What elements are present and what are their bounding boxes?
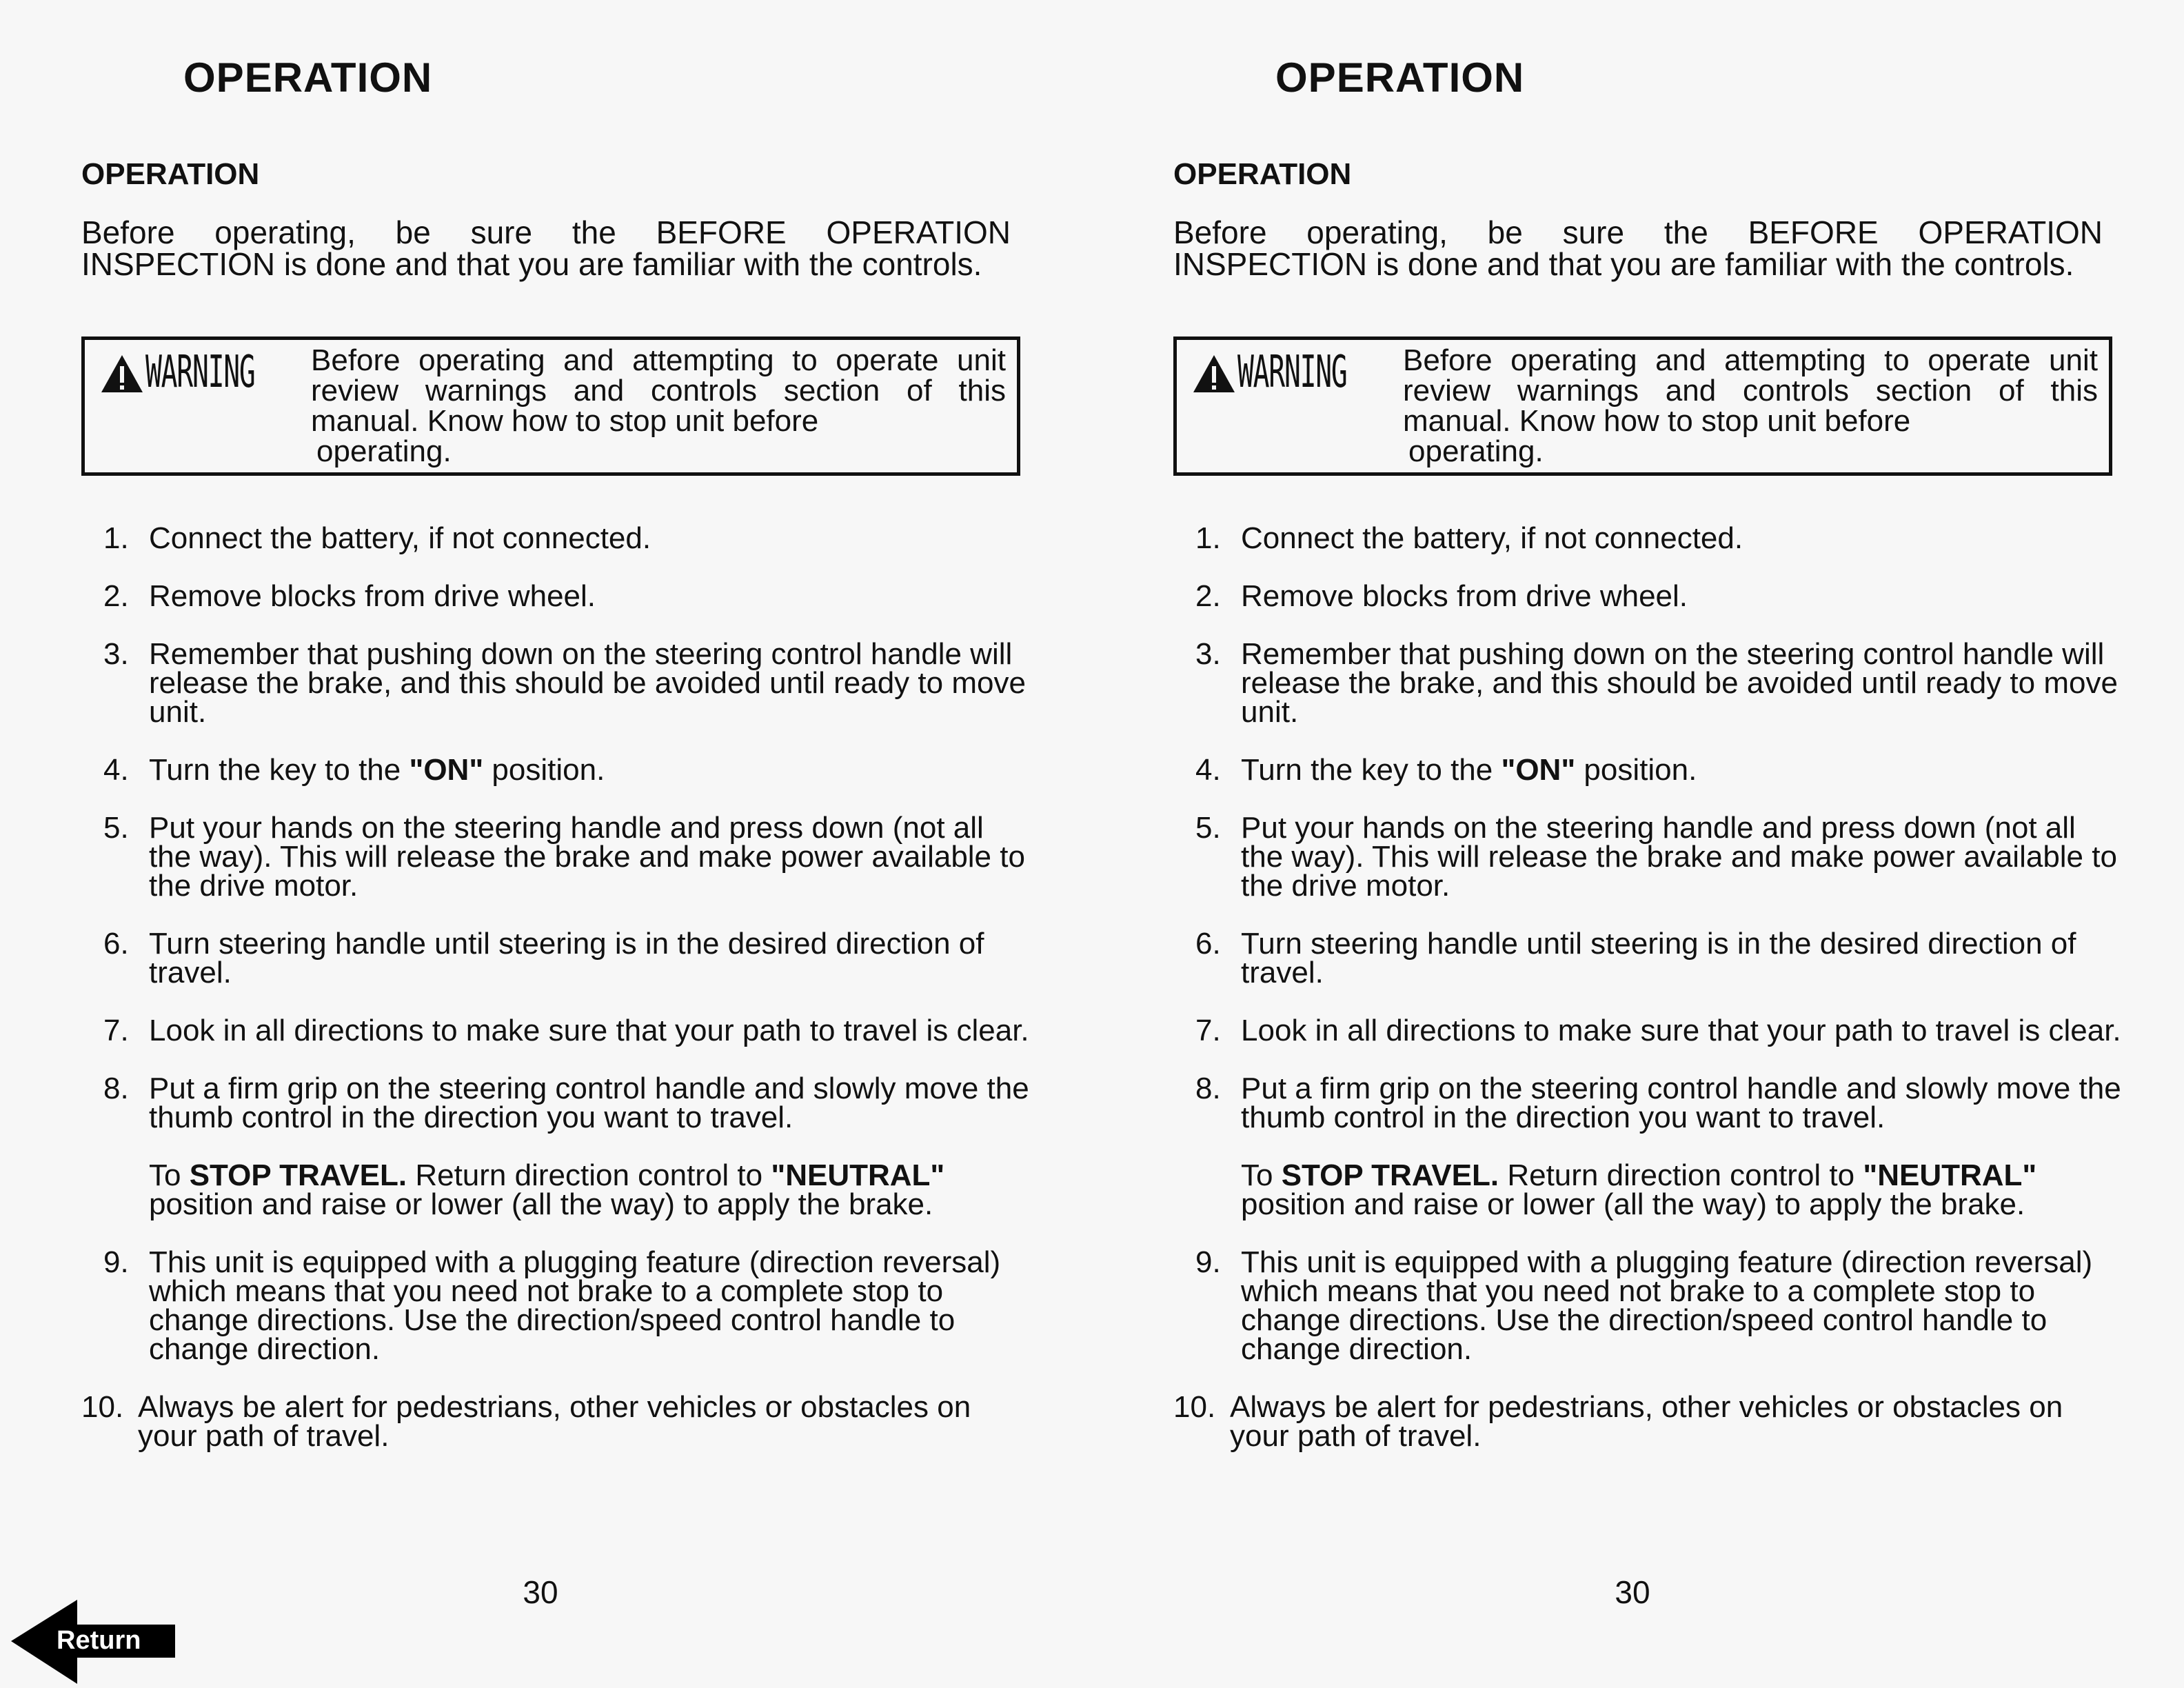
step-item xyxy=(1092,579,2126,613)
step-item xyxy=(0,1390,1034,1453)
warning-triangle-icon xyxy=(1192,354,1236,394)
warning-label xyxy=(1192,347,1414,398)
warning-text xyxy=(311,345,1006,467)
intro-paragraph xyxy=(1173,214,2103,282)
step-number: 8. xyxy=(1195,1072,1221,1105)
stop-note-text: position and raise or lower (all the way) to apply the brake. xyxy=(1241,1187,2025,1221)
step-number: 4. xyxy=(103,753,129,787)
step-text xyxy=(149,753,605,787)
step-text: Remove blocks from drive wheel. xyxy=(149,579,596,613)
step-text: Look in all directions to make sure that your path to travel is clear. xyxy=(149,1014,1029,1047)
step-number: 5. xyxy=(1195,811,1221,845)
step-item xyxy=(0,637,1034,729)
intro-paragraph xyxy=(81,214,1011,282)
warning-line: review warnings and controls section of this xyxy=(311,374,1006,408)
intro-line: INSPECTION is done and that you are familiar with the controls. xyxy=(1173,246,2074,282)
step-text: Put your hands on the steering handle and press down (not all the way). This will release the brake and make power available to the drive motor. xyxy=(149,811,1025,903)
step-text: Remove blocks from drive wheel. xyxy=(1241,579,1688,613)
stop-note-text: To xyxy=(1241,1158,1282,1192)
step-text: Connect the battery, if not connected. xyxy=(149,521,651,555)
step-text-part: position. xyxy=(483,753,605,787)
warning-word: WARNING xyxy=(1237,347,1347,398)
step-item xyxy=(1092,1074,2126,1219)
stop-note-emphasis: STOP TRAVEL. xyxy=(189,1158,407,1192)
warning-box xyxy=(1173,336,2112,476)
step-text-part: position. xyxy=(1575,753,1697,787)
section-heading: OPERATION xyxy=(81,157,260,191)
step-text: Always be alert for pedestrians, other vehicles or obstacles on your path of travel. xyxy=(138,1390,971,1453)
warning-text xyxy=(1403,345,2098,467)
step-text: Put a firm grip on the steering control handle and slowly move the thumb control in the direction you want to travel. xyxy=(149,1072,1029,1134)
step-item xyxy=(1092,1390,2126,1453)
step-item xyxy=(1092,753,2126,787)
step-number: 10. xyxy=(81,1390,124,1424)
intro-line: Before operating, be sure the BEFORE OPERATION xyxy=(81,214,1011,250)
step-emphasis: "ON" xyxy=(1501,753,1576,787)
step-item xyxy=(1092,1016,2126,1045)
step-number: 7. xyxy=(1195,1014,1221,1047)
step-item xyxy=(0,1245,1034,1366)
step-text: This unit is equipped with a plugging feature (direction reversal) which means that you need not brake to a complete stop to change directions. Use the direction/speed control handle to change direction. xyxy=(1241,1245,2093,1366)
return-label: Return xyxy=(57,1626,141,1655)
step-number: 8. xyxy=(103,1072,129,1105)
step-number: 6. xyxy=(1195,927,1221,961)
page-title: OPERATION xyxy=(183,54,433,101)
step-text: Put a firm grip on the steering control handle and slowly move the thumb control in the direction you want to travel. xyxy=(1241,1072,2121,1134)
step-number: 6. xyxy=(103,927,129,961)
operation-steps xyxy=(0,521,1034,1480)
return-button[interactable] xyxy=(11,1600,176,1684)
step-text: Look in all directions to make sure that your path to travel is clear. xyxy=(1241,1014,2121,1047)
operation-steps xyxy=(1092,521,2126,1480)
stop-note-text: To xyxy=(149,1158,190,1192)
step-item xyxy=(0,1074,1034,1219)
manual-page-right xyxy=(1092,0,2184,1688)
warning-label xyxy=(100,347,322,398)
warning-line: operating. xyxy=(316,434,452,468)
step-item xyxy=(0,927,1034,989)
step-item xyxy=(0,1016,1034,1045)
step-number: 1. xyxy=(103,521,129,555)
warning-triangle-icon xyxy=(100,354,144,394)
intro-line: Before operating, be sure the BEFORE OPERATION xyxy=(1173,214,2103,250)
stop-note-text: Return direction control to xyxy=(1499,1158,1863,1192)
step-item xyxy=(0,753,1034,787)
warning-line: manual. Know how to stop unit before xyxy=(1403,404,1911,438)
section-heading: OPERATION xyxy=(1173,157,1352,191)
step-text: Turn steering handle until steering is in the desired direction of travel. xyxy=(1241,927,2076,989)
step-text: Connect the battery, if not connected. xyxy=(1241,521,1743,555)
step-item xyxy=(1092,927,2126,989)
step-item xyxy=(1092,637,2126,729)
step-item xyxy=(0,579,1034,613)
step-text xyxy=(1241,753,1697,787)
step-item xyxy=(1092,811,2126,903)
step-text: Remember that pushing down on the steering control handle will release the brake, and this should be avoided until ready to move unit. xyxy=(149,637,1026,729)
step-number: 1. xyxy=(1195,521,1221,555)
step-number: 9. xyxy=(103,1245,129,1279)
step-number: 3. xyxy=(103,637,129,671)
step-number: 7. xyxy=(103,1014,129,1047)
step-text: Remember that pushing down on the steering control handle will release the brake, and this should be avoided until ready to move unit. xyxy=(1241,637,2118,729)
step-item xyxy=(1092,1245,2126,1366)
stop-travel-note xyxy=(149,1158,1034,1221)
step-number: 9. xyxy=(1195,1245,1221,1279)
step-item xyxy=(0,521,1034,555)
warning-line: manual. Know how to stop unit before xyxy=(311,404,819,438)
step-number: 4. xyxy=(1195,753,1221,787)
step-number: 2. xyxy=(1195,579,1221,613)
step-number: 3. xyxy=(1195,637,1221,671)
warning-box xyxy=(81,336,1020,476)
warning-word: WARNING xyxy=(145,347,255,398)
stop-note-text: position and raise or lower (all the way) to apply the brake. xyxy=(149,1187,933,1221)
step-text: Turn steering handle until steering is in the desired direction of travel. xyxy=(149,927,984,989)
page-title: OPERATION xyxy=(1275,54,1525,101)
warning-line: operating. xyxy=(1408,434,1544,468)
step-number: 2. xyxy=(103,579,129,613)
step-text: This unit is equipped with a plugging feature (direction reversal) which means that you need not brake to a complete stop to change directions. Use the direction/speed control handle to change direction. xyxy=(149,1245,1001,1366)
stop-note-emphasis: "NEUTRAL" xyxy=(1863,1158,2037,1192)
warning-line: Before operating and attempting to operate unit xyxy=(1403,343,2098,377)
page-number: 30 xyxy=(523,1574,558,1610)
step-item xyxy=(1092,521,2126,555)
stop-note-emphasis: "NEUTRAL" xyxy=(771,1158,945,1192)
stop-note-emphasis: STOP TRAVEL. xyxy=(1281,1158,1499,1192)
stop-note-text: Return direction control to xyxy=(407,1158,771,1192)
step-text-part: Turn the key to the xyxy=(1241,753,1502,787)
step-number: 5. xyxy=(103,811,129,845)
step-emphasis: "ON" xyxy=(409,753,484,787)
warning-line: review warnings and controls section of this xyxy=(1403,374,2098,408)
page-number: 30 xyxy=(1615,1574,1650,1610)
step-text: Put your hands on the steering handle and press down (not all the way). This will release the brake and make power available to the drive motor. xyxy=(1241,811,2117,903)
step-text: Always be alert for pedestrians, other vehicles or obstacles on your path of travel. xyxy=(1230,1390,2063,1453)
warning-line: Before operating and attempting to operate unit xyxy=(311,343,1006,377)
step-text-part: Turn the key to the xyxy=(149,753,410,787)
step-number: 10. xyxy=(1173,1390,1216,1424)
step-item xyxy=(0,811,1034,903)
intro-line: INSPECTION is done and that you are familiar with the controls. xyxy=(81,246,982,282)
stop-travel-note xyxy=(1241,1158,2126,1221)
